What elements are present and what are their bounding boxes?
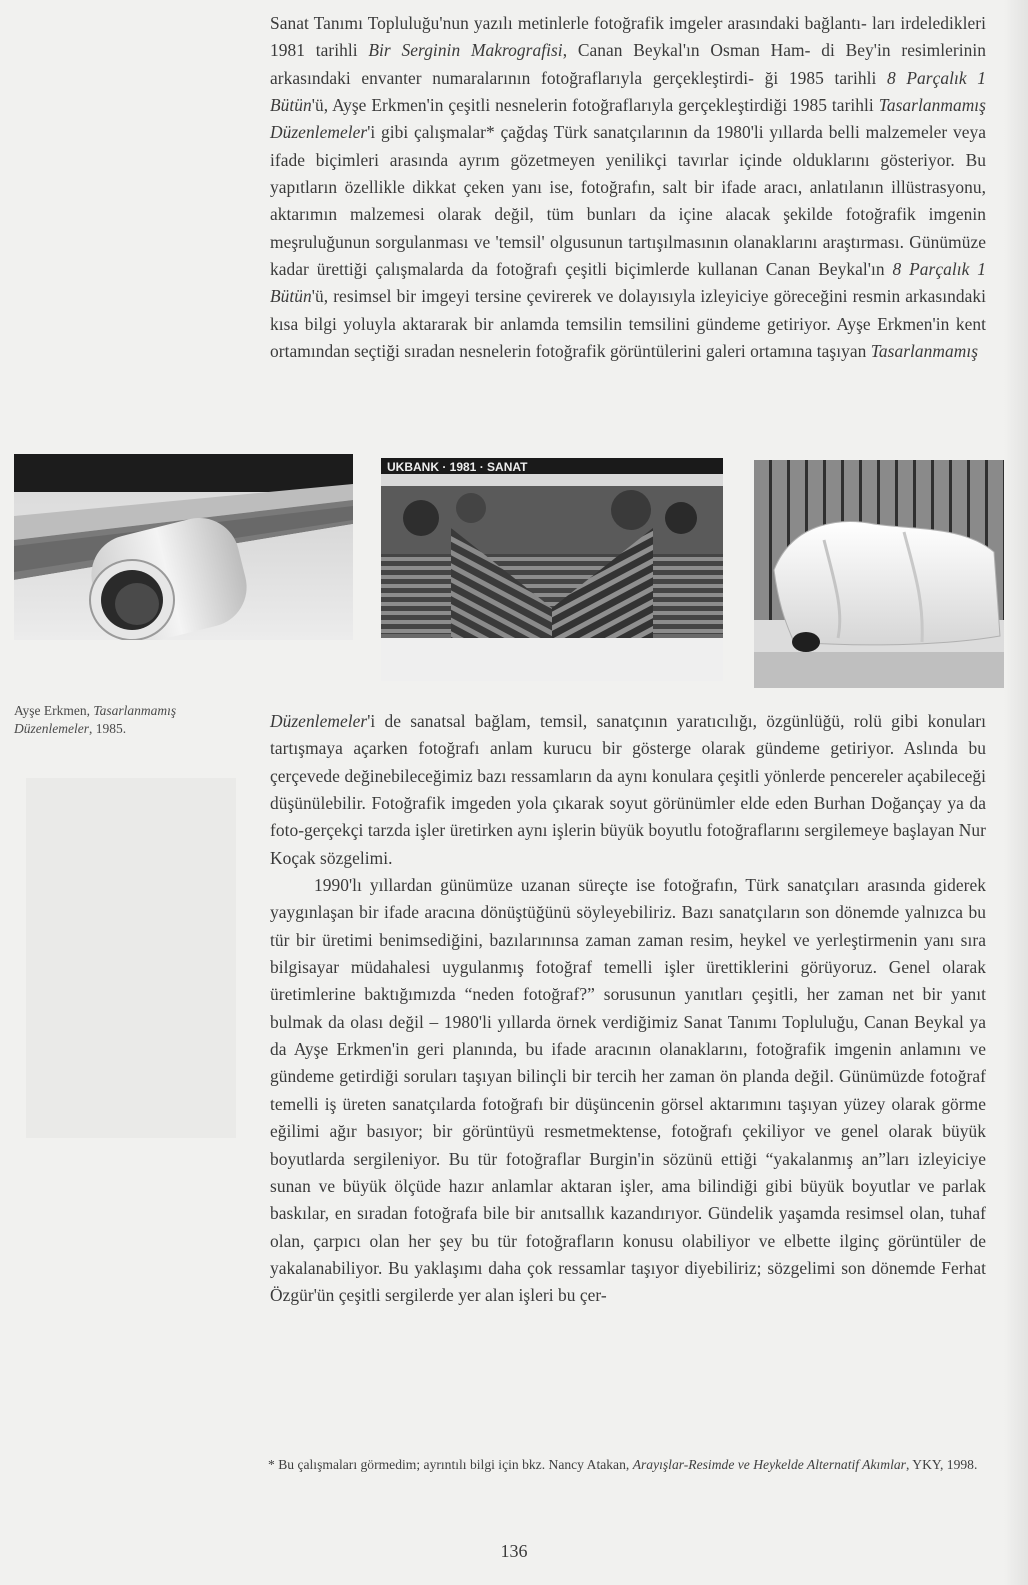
photo-wooden-fence	[381, 458, 723, 681]
text-run: ları irdeledikleri 1981 tarihli	[270, 13, 987, 61]
body-text-top	[270, 10, 986, 365]
artwork-title: Düzenlemeler	[270, 711, 368, 731]
caption-author: Ayşe Erkmen,	[14, 703, 94, 718]
photo-covered-object	[754, 460, 1004, 688]
caption-year: , 1985.	[88, 721, 127, 736]
text-run: Sanat Tanımı Topluluğu'nun yazılı metinlerle fotoğrafik imgeler arasındaki bağlantı-	[270, 13, 867, 33]
paragraph	[270, 872, 986, 1310]
caption-title: Tasarlanmamış Düzenlemeler	[14, 703, 177, 736]
artwork-title: 8 Parçalık 1 Bütün	[270, 67, 986, 116]
artwork-title: 8 Parçalık 1 Bütün	[270, 259, 986, 307]
figure-caption	[14, 702, 244, 738]
text-run: gerçekleştirdiği 1985 tarihli	[678, 95, 879, 116]
paragraph	[270, 708, 986, 872]
page-number: 136	[500, 1541, 528, 1561]
text-run: 1990'lı yıllardan günümüze uzanan süreçte ise fotoğrafın, Türk sanatçıları arasında giderek yaygınlaşan bir ifade aracına dönüştüğünü söyleyebiliriz. Bazı sanatçıların son dönemde yalnızca bu tür bir üretimi benimsediğini, bazılarınınsa zaman zaman resim, heykel ve yerleştirmenin yanı sıra bilgisayar müdahalesi uygulanmış fotoğraf temelli işler ürettiklerini görüyoruz. Genel olarak üretimlerine baktığımızda “neden fotoğraf?” sorusunun yanıtları çeşitli, her zaman net bir yanıt bulmak da olası değil – 1980'li yıllarda örnek verdiğimiz Sanat Tanımı Topluluğu, Canan Beykal ya da Ayşe Erkmen'in geri planında, bu ifade aracının olanaklarını, fotoğrafik imgenin anlamını ve gündeme getirdiği soruları taşıyan bilinçli bir tercih her zaman ön planda değil. Günümüzde fotoğraf temelli iş üreten sanatçılarda fotoğrafı bir düşüncenin görsel aktarımını taşıyan yüzey olarak görme eğilimi ağır basıyor; bir görüntüyü resmetmektense, fotoğrafı çekiliyor ve genel olarak büyük boyutlarda sergileniyor. Bu tür fotoğraflar Burgin'in sözünü ettiği “yakalanmış an”ları izleyiciye sunan ve büyük ölçüde hazır anlamlar aktaran işler, ama bilindiği gibi büyük boyutlar ve parlak baskılar, en sıradan fotoğrafa bile bir anıtsallık kazandırıyor. Gündelik yaşamda resimsel olan, tuhaf olan, çarpıcı olan her şey bu tür fotoğrafların konusu olabiliyor ve elbette ilginç görüntüler de yakalanabiliyor. Bu yaklaşımı daha çok ressamlar taşıyor diyebiliriz; sözgelimi son dönemde Ferhat Özgür'ün çeşitli sergilerde yer alan işleri bu çer-	[270, 875, 986, 1306]
text-run: 'ü, Ayşe Erkmen'in çeşitli nesnelerin fotoğraflarıyla	[311, 95, 674, 116]
photo-concrete-pipe	[14, 454, 353, 640]
artwork-title: Bir Serginin Makrografisi	[368, 40, 563, 61]
text-run: ği 1985 tarihli	[764, 67, 887, 88]
footnote-text: Bu çalışmaları görmedim; ayrıntılı bilgi için bkz. Nancy Atakan,	[274, 1457, 633, 1472]
footnote-publisher: , YKY, 1998.	[905, 1457, 978, 1472]
artwork-title: Tasarlanmamış Düzenlemeler	[270, 95, 987, 143]
body-text-bottom	[270, 708, 986, 1310]
text-run: di Bey'in resimlerinin arkasındaki envanter numaralarının fotoğraflarıyla gerçekleştirdi-	[270, 40, 986, 88]
footnote-book-title: Arayışlar-Resimde ve Heykelde Alternatif Akımlar	[632, 1457, 906, 1472]
show-through-shadow	[26, 778, 236, 1138]
text-run: 'ü, resimsel bir imgeyi tersine çevirerek ve dolayısıyla izleyiciye göreceğini resmin arkasındaki kısa bilgi yoluyla aktararak bir anlamda temsilin temsilini gündeme getiriyor. Ayşe Erkmen'in kent ortamından seçtiği sıradan nesnelerin fotoğrafik görüntülerini galeri ortamına taşıyan	[270, 286, 986, 362]
footnote	[268, 1455, 984, 1475]
page-edge-shadow	[1004, 0, 1028, 1585]
text-run: , Canan Beykal'ın Osman Ham-	[562, 40, 811, 61]
footnote-marker: *	[268, 1457, 275, 1472]
text-run: 'i gibi çalışmalar* çağdaş	[367, 122, 549, 143]
artwork-title: Tasarlanmamış	[870, 341, 979, 362]
sign-text: UKBANK · 1981 · SANAT	[387, 460, 528, 474]
text-run: 'i de sanatsal bağlam, temsil, sanatçının yaratıcılığı, özgünlüğü, rolü gibi konuları tartışmaya açarken fotoğrafı anlam kurucu bir gösterge olarak gündeme getiriyor. Aslında bu çerçevede değinebileceğimiz bazı ressamların da aynı konulara çeşitli yönlerde pencereler açabileceği düşünülebilir. Fotoğrafik imgeden yola çıkarak soyut görünümler elde eden Burhan Doğançay ya da foto-gerçekçi tarzda işler üretirken aynı işlerin büyük boyutlu fotoğraflarını sergilemeye başlayan Nur Koçak sözgelimi.	[270, 711, 986, 868]
text-run: Türk sanatçılarının da 1980'li yıllarda belli malzemeler veya ifade biçimleri arasında ayrım gözetmeyen yenilikçi tavırlar içinde olduklarını gösteriyor. Bu yapıtların özellikle dikkat çeken yanı ise, fotoğrafın, salt bir ifade aracı, anlatılanın illüstrasyonu, aktarımın malzemesi olarak değil, tüm bunları da içine alacak şekilde fotoğrafik imgenin meşruluğunun sorgulanması ve 'temsil' olgusunun tartışılmasının olanaklarını araştırması. Günümüze kadar ürettiği çalışmalarda da fotoğrafı çeşitli biçimlerde kullanan Canan Beykal'ın	[270, 122, 987, 280]
